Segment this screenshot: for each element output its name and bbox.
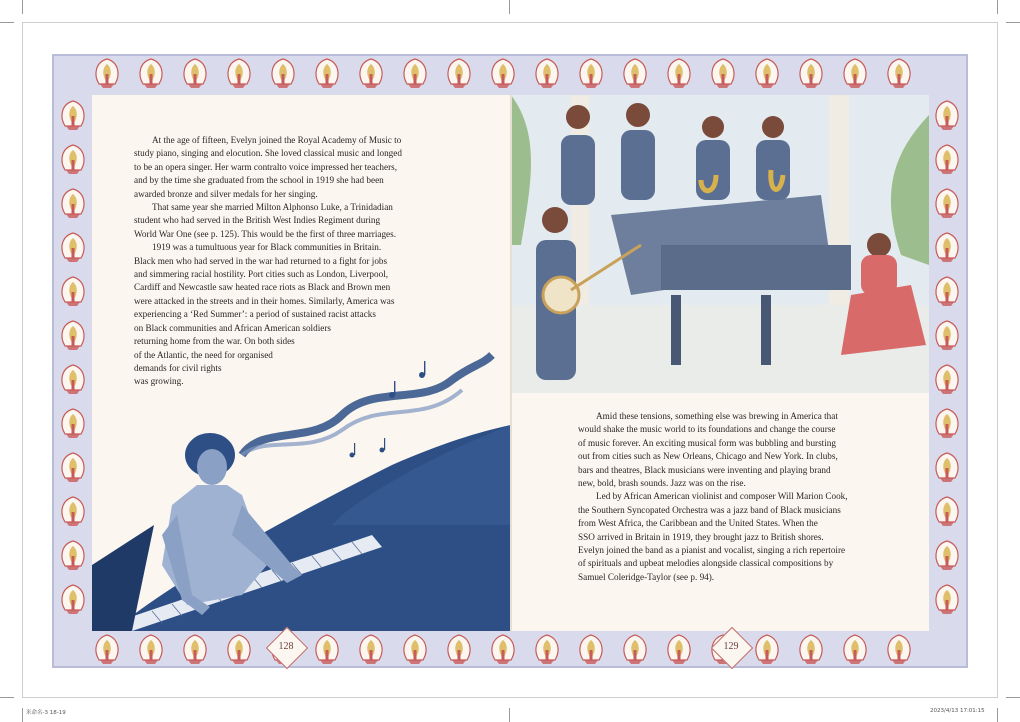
right-line: would shake the music world to its foundations and change the course xyxy=(578,424,836,435)
palmette-motif xyxy=(56,186,90,220)
palmette-motif xyxy=(930,406,964,440)
left-line: were attacked in the streets and in their homes. Similarly, America was xyxy=(134,295,395,306)
left-line: 1919 was a tumultuous year for Black communities in Britain. xyxy=(152,242,382,253)
crop-mark xyxy=(509,708,510,722)
spine-gutter xyxy=(510,95,512,631)
right-line: from West Africa, the Caribbean and the United States. When the xyxy=(578,518,818,529)
palmette-motif xyxy=(398,632,432,666)
left-line: study piano, singing and elocution. She loved classical music and longed xyxy=(134,148,402,159)
right-line: Led by African American violinist and composer Will Marion Cook, xyxy=(596,491,848,502)
left-line: of the Atlantic, the need for organised xyxy=(134,349,273,360)
right-body-text xyxy=(578,410,878,584)
right-line: out from cities such as New Orleans, Chicago and New York. In clubs, xyxy=(578,451,838,462)
left-line: experiencing a ‘Red Summer’: a period of sustained racist attacks xyxy=(134,309,376,320)
palmette-motif xyxy=(930,186,964,220)
palmette-motif xyxy=(56,142,90,176)
left-line: was growing. xyxy=(134,376,184,387)
right-line: bars and theatres, Black musicians were inventing and playing brand xyxy=(578,464,831,475)
right-line: Samuel Coleridge-Taylor (see p. 94). xyxy=(578,571,715,582)
palmette-motif xyxy=(794,632,828,666)
palmette-motif xyxy=(930,362,964,396)
crop-mark xyxy=(22,708,23,722)
palmette-motif xyxy=(530,632,564,666)
left-body-text xyxy=(134,134,434,389)
palmette-motif xyxy=(56,362,90,396)
slug-right: 2023/4/13 17:01:15 xyxy=(930,708,985,714)
palmette-motif xyxy=(618,56,652,90)
page-number-left: 128 xyxy=(266,627,306,667)
palmette-motif xyxy=(266,56,300,90)
left-line: World War One (see p. 125). This would be the first of three marriages. xyxy=(134,228,396,239)
palmette-motif xyxy=(930,582,964,616)
palmette-motif xyxy=(662,56,696,90)
palmette-motif xyxy=(442,56,476,90)
palmette-motif xyxy=(56,274,90,308)
palmette-motif xyxy=(530,56,564,90)
palmette-motif xyxy=(354,56,388,90)
palmette-motif xyxy=(574,56,608,90)
palmette-motif xyxy=(310,56,344,90)
right-line: Amid these tensions, something else was brewing in America that xyxy=(596,411,838,421)
palmette-motif xyxy=(56,582,90,616)
palmette-motif xyxy=(930,274,964,308)
palmette-motif xyxy=(56,98,90,132)
crop-mark xyxy=(509,0,510,14)
palmette-motif xyxy=(56,318,90,352)
palmette-motif xyxy=(838,632,872,666)
palmette-motif xyxy=(442,632,476,666)
palmette-motif xyxy=(618,632,652,666)
left-line: and by the time she graduated from the school in 1919 she had been xyxy=(134,175,384,186)
crop-mark xyxy=(997,0,998,14)
right-line: Evelyn joined the band as a pianist and vocalist, singing a rich repertoire xyxy=(578,545,846,556)
right-line: the Southern Syncopated Orchestra was a jazz band of Black musicians xyxy=(578,504,841,515)
palmette-motif xyxy=(354,632,388,666)
palmette-motif xyxy=(178,56,212,90)
palmette-motif xyxy=(930,538,964,572)
crop-mark xyxy=(0,697,14,698)
crop-mark xyxy=(1006,22,1020,23)
palmette-motif xyxy=(222,56,256,90)
palmette-motif xyxy=(930,98,964,132)
palmette-motif xyxy=(882,56,916,90)
palmette-motif xyxy=(930,318,964,352)
palmette-motif xyxy=(706,56,740,90)
left-line: on Black communities and African American soldiers xyxy=(134,322,331,333)
palmette-motif xyxy=(222,632,256,666)
palmette-motif xyxy=(750,56,784,90)
left-line: returning home from the war. On both sides xyxy=(134,336,295,347)
palmette-motif xyxy=(56,538,90,572)
slug-left: 米命名-3 18-19 xyxy=(26,710,66,716)
palmette-motif xyxy=(794,56,828,90)
palmette-motif xyxy=(930,142,964,176)
crop-mark xyxy=(0,22,14,23)
left-line: awarded bronze and silver medals for her singing. xyxy=(134,188,318,199)
palmette-motif xyxy=(134,56,168,90)
left-line: Black men who had served in the war had returned to a fight for jobs xyxy=(134,255,388,266)
palmette-motif xyxy=(56,230,90,264)
right-line: of spirituals and upbeat melodies alongside classical compositions by xyxy=(578,558,834,569)
palmette-motif xyxy=(56,494,90,528)
left-line: demands for civil rights xyxy=(134,362,222,373)
crop-mark xyxy=(997,708,998,722)
palmette-motif xyxy=(838,56,872,90)
right-line: SSO arrived in Britain in 1919, they brought jazz to British shores. xyxy=(578,531,824,542)
palmette-motif xyxy=(178,632,212,666)
palmette-motif xyxy=(486,56,520,90)
palmette-motif xyxy=(56,450,90,484)
crop-mark xyxy=(22,0,23,14)
palmette-motif xyxy=(662,632,696,666)
palmette-motif xyxy=(90,632,124,666)
palmette-motif xyxy=(398,56,432,90)
left-line: That same year she married Milton Alphonso Luke, a Trinidadian xyxy=(152,202,393,213)
palmette-motif xyxy=(90,56,124,90)
palmette-motif xyxy=(486,632,520,666)
palmette-motif xyxy=(56,406,90,440)
right-line: of music forever. An exciting musical form was bubbling and bursting xyxy=(578,437,836,448)
palmette-motif xyxy=(930,494,964,528)
left-line: and simmering racial hostility. Port cities such as London, Liverpool, xyxy=(134,269,389,280)
left-line: At the age of fifteen, Evelyn joined the Royal Academy of Music to xyxy=(152,135,402,145)
palmette-motif xyxy=(134,632,168,666)
palmette-motif xyxy=(882,632,916,666)
palmette-motif xyxy=(930,230,964,264)
palmette-motif xyxy=(574,632,608,666)
right-line: new, bold, brash sounds. Jazz was on the rise. xyxy=(578,478,746,489)
palmette-motif xyxy=(310,632,344,666)
palmette-motif xyxy=(930,450,964,484)
crop-mark xyxy=(1006,697,1020,698)
left-line: student who had served in the British West Indies Regiment during xyxy=(134,215,381,226)
left-line: Cardiff and Newcastle saw heated race riots as Black and Brown men xyxy=(134,282,391,293)
palmette-motif xyxy=(750,632,784,666)
page-number-right: 129 xyxy=(711,627,751,667)
left-line: to be an opera singer. Her warm contralto voice impressed her teachers, xyxy=(134,161,398,172)
